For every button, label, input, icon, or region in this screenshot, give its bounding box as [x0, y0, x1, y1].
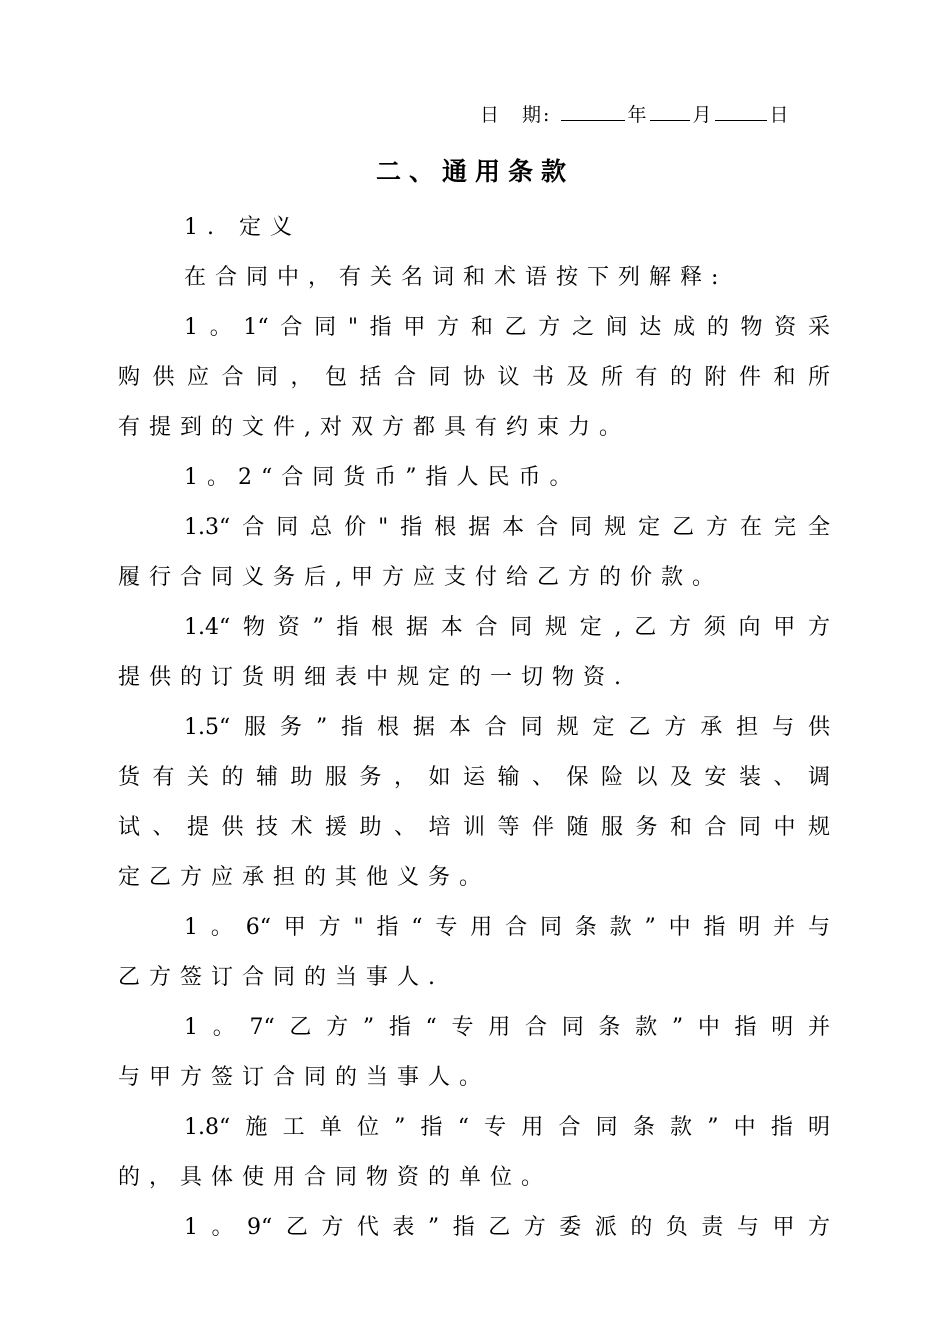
- clause-heading-definition: 1. 定义: [184, 215, 301, 240]
- clause-1-6-line: 1。6“甲方"指“专用合同条款”中指明并与: [184, 915, 830, 940]
- clause-1-2-line: 1。2“合同货币”指人民币。: [184, 465, 581, 490]
- definition-intro: 在合同中，有关名词和术语按下列解释:: [184, 265, 728, 290]
- section-title: 二、通用条款: [375, 157, 574, 186]
- clause-1-5-line: 1.5“服务”指根据本合同规定乙方承担与供: [184, 715, 830, 740]
- day-blank: [715, 100, 767, 121]
- clause-1-4-line: 提供的订货明细表中规定的一切物资.: [118, 665, 630, 690]
- date-line: [480, 100, 791, 130]
- clause-1-3-line: 履行合同义务后,甲方应支付给乙方的价款。: [118, 565, 723, 590]
- year-label: 年: [627, 104, 649, 126]
- clause-1-5-line: 货有关的辅助服务，如运输、保险以及安装、调: [118, 765, 830, 790]
- day-label: 日: [769, 104, 791, 126]
- clause-1-7-line: 1。7“乙方”指“专用合同条款”中指明并: [184, 1015, 830, 1040]
- clause-1-1-line: 购供应合同，包括合同协议书及所有的附件和所: [118, 365, 830, 390]
- month-blank: [650, 100, 690, 121]
- clause-1-3-line: 1.3“合同总价"指根据本合同规定乙方在完全: [184, 515, 830, 540]
- clause-1-1-line: 有提到的文件,对双方都具有约束力。: [118, 415, 630, 440]
- month-label: 月: [692, 104, 714, 126]
- year-blank: [561, 100, 625, 121]
- clause-1-8-line: 1.8“施工单位”指“专用合同条款”中指明: [184, 1115, 830, 1140]
- clause-1-9-line: 1。9“乙方代表”指乙方委派的负责与甲方: [184, 1215, 830, 1240]
- clause-1-8-line: 的，具体使用合同物资的单位。: [118, 1165, 553, 1190]
- clause-body: [118, 203, 830, 1253]
- clause-1-7-line: 与甲方签订合同的当事人。: [118, 1065, 491, 1090]
- clause-1-5-line: 试、提供技术援助、培训等伴随服务和合同中规: [118, 815, 830, 840]
- clause-1-6-line: 乙方签订合同的当事人.: [118, 965, 444, 990]
- clause-1-1-line: 1。1“合同"指甲方和乙方之间达成的物资采: [184, 315, 830, 340]
- date-label: 日 期:: [480, 104, 552, 126]
- clause-1-5-line: 定乙方应承担的其他义务。: [118, 865, 491, 890]
- clause-1-4-line: 1.4“物资”指根据本合同规定,乙方须向甲方: [184, 615, 830, 640]
